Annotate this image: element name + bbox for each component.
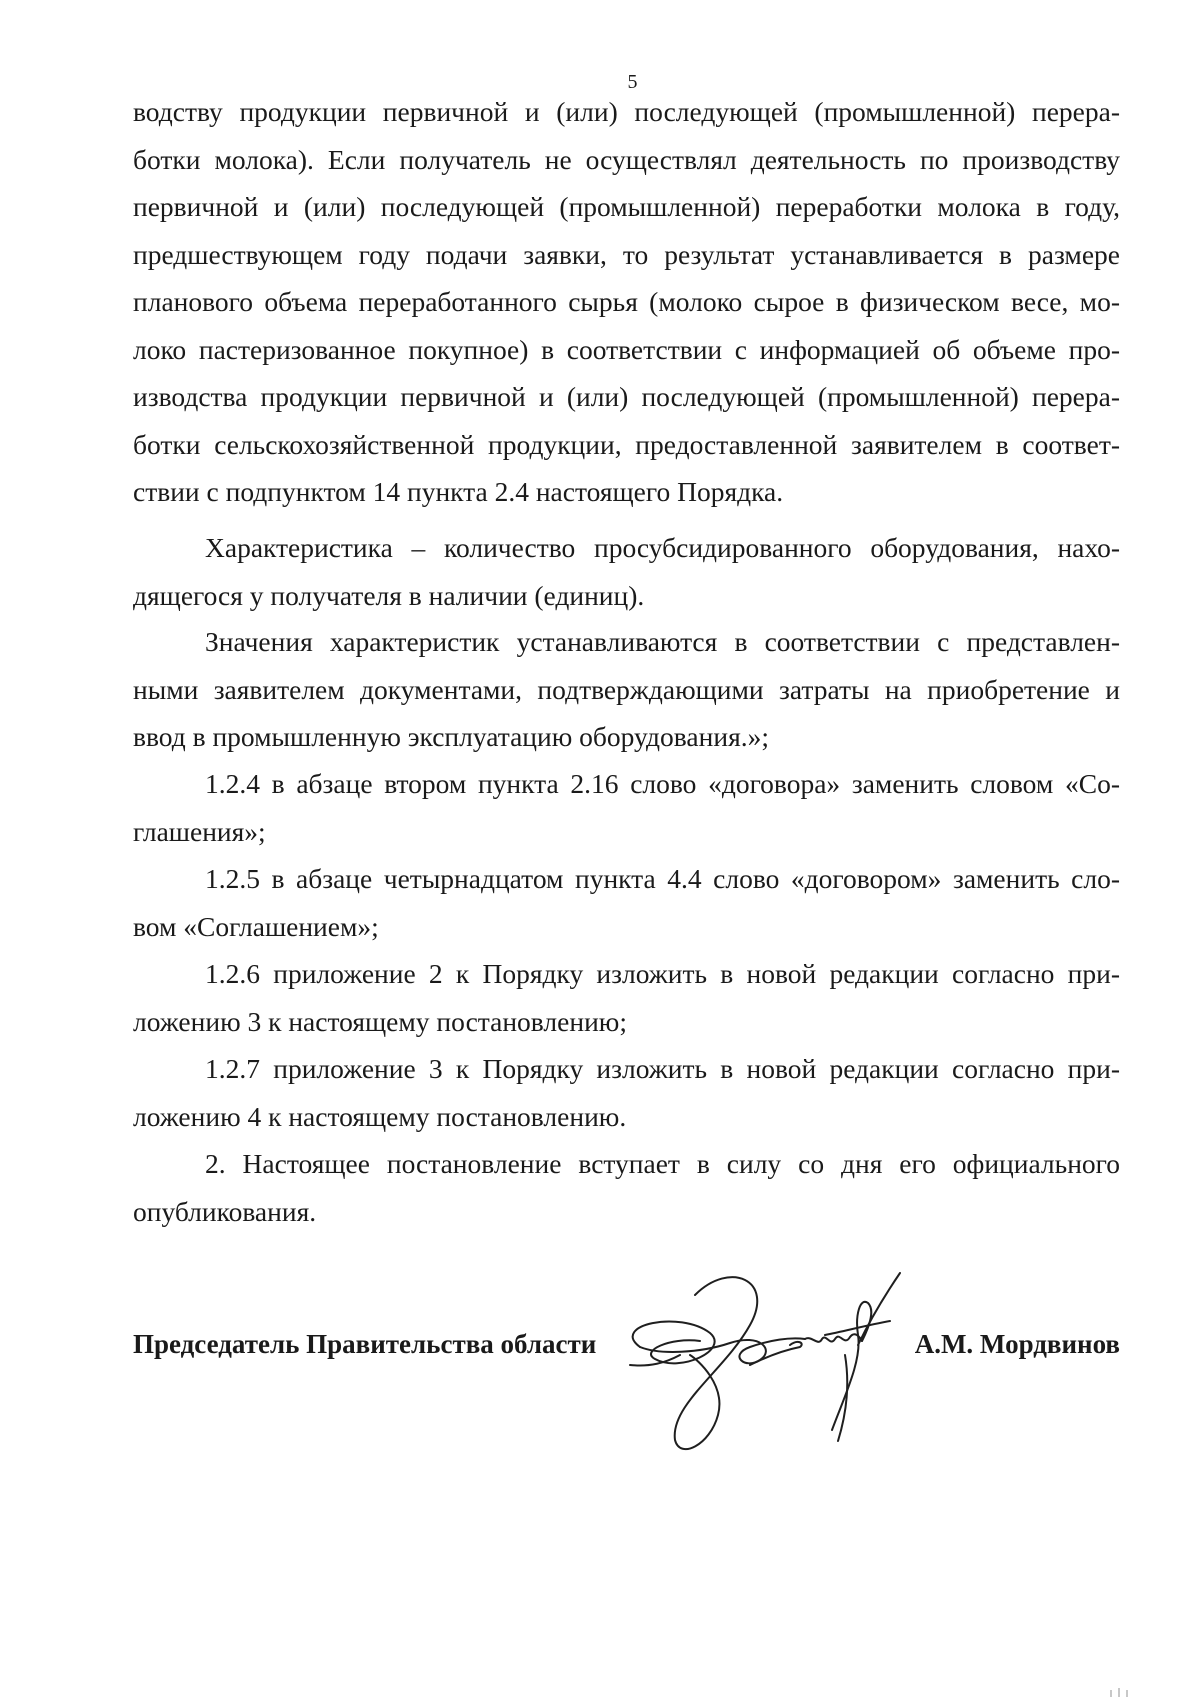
- text-line: водству продукции первичной и (или) последующей (промышленной) перера-: [133, 96, 1120, 127]
- paragraph-characteristic-values: [133, 618, 1120, 761]
- text-line: 1.2.6 приложение 2 к Порядку изложить в новой редакции согласно при-: [205, 958, 1120, 989]
- paragraph-characteristic: [133, 524, 1120, 619]
- text-line: ложению 3 к настоящему постановлению;: [133, 1005, 627, 1037]
- paragraph-item-1-2-4: [133, 760, 1120, 855]
- text-line: Значения характеристик устанавливаются в соответствии с представлен-: [205, 626, 1120, 657]
- scan-artifact: [1110, 1690, 1112, 1697]
- text-line: ботки сельскохозяйственной продукции, предоставленной заявителем в соответ-: [133, 428, 1120, 460]
- text-line: первичной и (или) последующей (промышленной) переработки молока в году,: [133, 191, 1120, 222]
- paragraph-result-definition: [133, 88, 1120, 516]
- text-line: ствии с подпунктом 14 пункта 2.4 настоящего Порядка.: [133, 476, 784, 507]
- text-line: 1.2.5 в абзаце четырнадцатом пункта 4.4 слово «договором» заменить сло-: [205, 863, 1120, 894]
- text-line: 1.2.4 в абзаце втором пункта 2.16 слово «договора» заменить словом «Со-: [205, 768, 1120, 799]
- text-line: ввод в промышленную эксплуатацию оборудования.»;: [133, 721, 769, 752]
- text-line: планового объема переработанного сырья (молоко сырое в физическом весе, мо-: [133, 286, 1120, 317]
- text-line: ботки молока). Если получатель не осуществлял деятельность по производству: [133, 143, 1120, 175]
- signature-block: [133, 1324, 1120, 1364]
- text-line: вом «Соглашением»;: [133, 910, 379, 942]
- text-line: опубликования.: [133, 1195, 317, 1227]
- signatory-title: Председатель Правительства области: [133, 1329, 597, 1359]
- text-line: дящегося у получателя в наличии (единиц).: [133, 579, 645, 611]
- paragraph-item-1-2-7: [133, 1045, 1120, 1140]
- text-line: ными заявителем документами, подтверждающими затраты на приобретение и: [133, 673, 1120, 705]
- text-line: локо пастеризованное покупное) в соответствии с информацией об объеме про-: [133, 333, 1120, 365]
- paragraph-effective-date: [133, 1140, 1120, 1235]
- text-line: 2. Настоящее постановление вступает в силу со дня его официального: [205, 1148, 1120, 1179]
- scan-artifact: [1126, 1690, 1128, 1697]
- text-line: изводства продукции первичной и (или) последующей (промышленной) перера-: [133, 381, 1120, 412]
- text-line: ложению 4 к настоящему постановлению.: [133, 1100, 627, 1132]
- paragraph-item-1-2-5: [133, 855, 1120, 950]
- text-line: 1.2.7 приложение 3 к Порядку изложить в новой редакции согласно при-: [205, 1053, 1120, 1084]
- text-line: предшествующем году подачи заявки, то результат устанавливается в размере: [133, 238, 1120, 270]
- signatory-name: А.М. Мордвинов: [914, 1329, 1120, 1359]
- text-line: глашения»;: [133, 815, 266, 847]
- text-line: Характеристика – количество просубсидированного оборудования, нахо-: [205, 532, 1120, 563]
- page-number: 5: [627, 71, 638, 93]
- paragraph-item-1-2-6: [133, 950, 1120, 1045]
- scan-artifact: [1118, 1688, 1120, 1697]
